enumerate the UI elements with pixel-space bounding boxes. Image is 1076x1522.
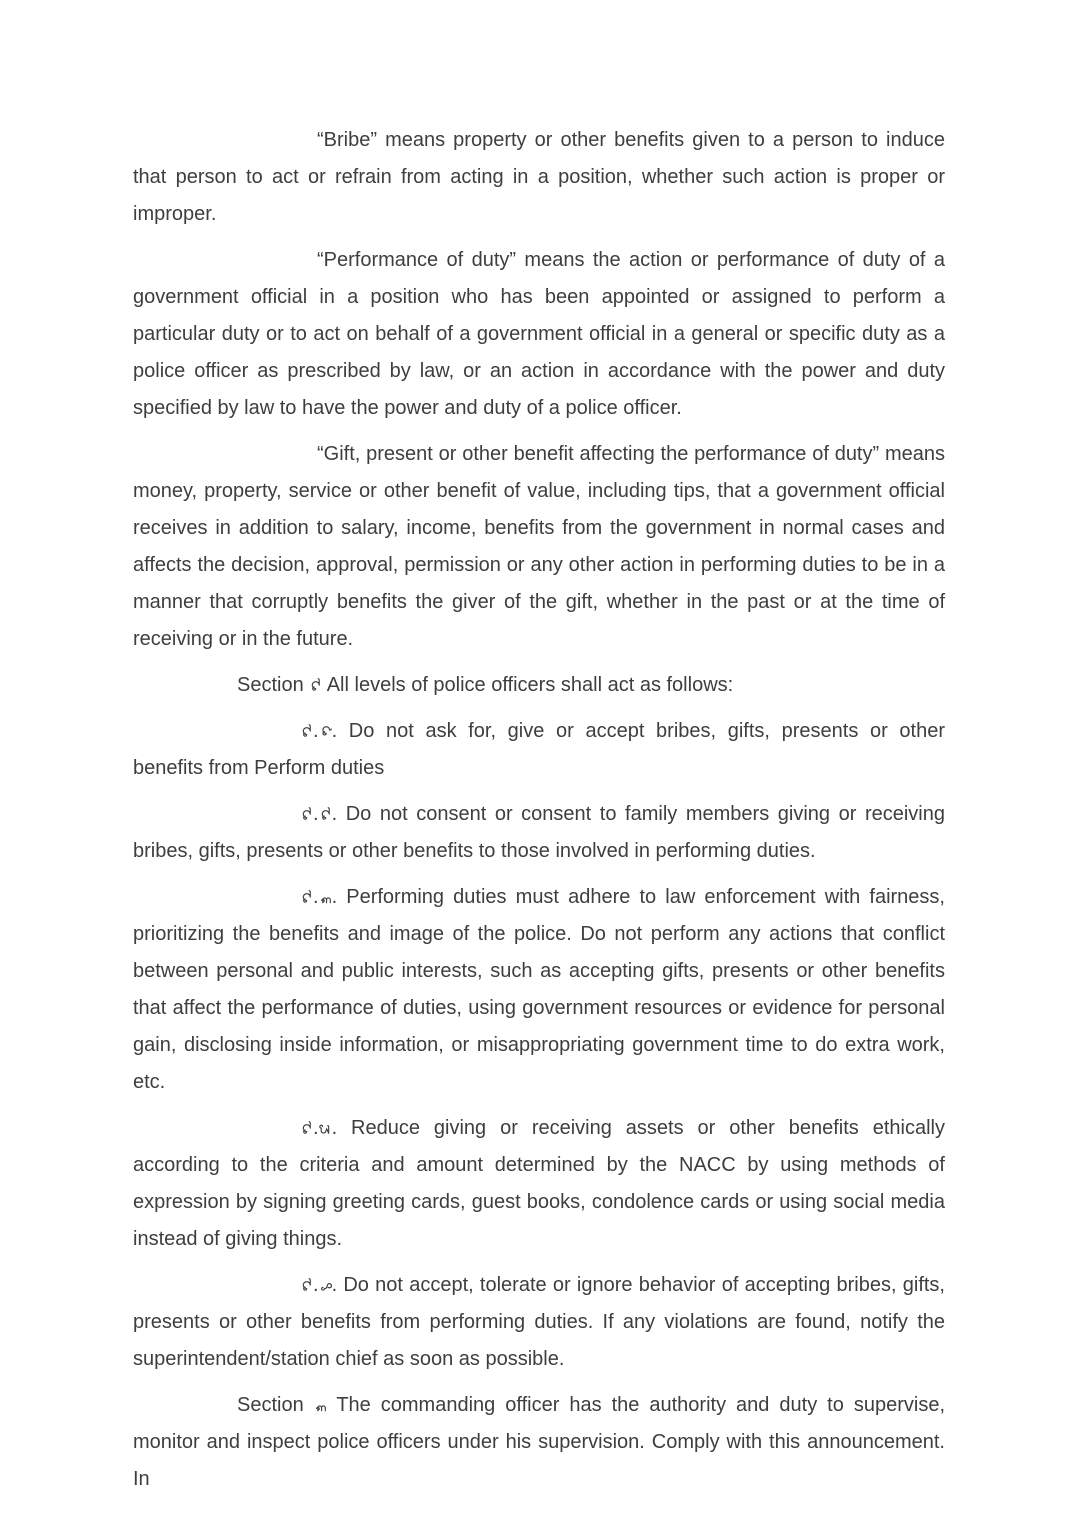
paragraph-definition-bribe: “Bribe” means property or other benefits given to a person to induce that person to act or refrain from acting in a position, whether such action is proper or improper. [133,129,945,225]
paragraph-section-3: Section The commanding officer has the authority and duty to supervise, monitor and inspect police officers under his supervision. Comply with this announcement. In [133,1394,945,1490]
thai-digit-3 [314,1396,327,1414]
thai-digit-5 [319,1276,332,1294]
thai-digit-2 [300,1119,313,1137]
thai-digit-1 [319,722,332,740]
thai-digit-3 [319,888,332,906]
thai-digit-2 [300,888,313,906]
thai-digit-2 [319,805,332,823]
paragraph-item-2-4: . . Reduce giving or receiving assets or other benefits ethically according to the criteria and amount determined by the NACC by using methods of expression by signing greeting cards, guest books, condolence cards or using social media instead of giving things. [133,1117,945,1250]
paragraph-section-2-heading: Section All levels of police officers shall act as follows: [237,674,734,696]
thai-digit-2 [309,676,322,694]
paragraph-item-2-5: . . Do not accept, tolerate or ignore behavior of accepting bribes, gifts, presents or other benefits from performing duties. If any violations are found, notify the superintendent/station chief as soon as possible. [133,1274,945,1370]
thai-digit-2 [300,1276,313,1294]
paragraph-definition-gift-present-benefit: “Gift, present or other benefit affecting the performance of duty” means money, property, service or other benefit of value, including tips, that a government official receives in addition to salary, income, benefits from the government in normal cases and affects the decision, approval, permission or any other action in performing duties to be in a manner that corruptly benefits the giver of the gift, whether in the past or at the time of receiving or in the future. [133,443,945,650]
thai-digit-4 [319,1119,332,1137]
paragraph-item-2-1: . . Do not ask for, give or accept bribes, gifts, presents or other benefits from Perform duties [133,720,945,779]
thai-digit-2 [300,805,313,823]
paragraph-definition-performance-of-duty: “Performance of duty” means the action or performance of duty of a government official in a position who has been appointed or assigned to perform a particular duty or to act on behalf of a government official in a general or specific duty as a police officer as prescribed by law, or an action in accordance with the power and duty specified by law to have the power and duty of a police officer. [133,249,945,419]
paragraph-item-2-3: . . Performing duties must adhere to law enforcement with fairness, prioritizing the benefits and image of the police. Do not perform any actions that conflict between personal and public interests, such as accepting gifts, presents or other benefits that affect the performance of duties, using government resources or evidence for personal gain, disclosing inside information, or misappropriating government time to do extra work, etc. [133,886,945,1093]
paragraph-item-2-2: . . Do not consent or consent to family members giving or receiving bribes, gifts, presents or other benefits to those involved in performing duties. [133,803,945,862]
thai-digit-2 [300,722,313,740]
